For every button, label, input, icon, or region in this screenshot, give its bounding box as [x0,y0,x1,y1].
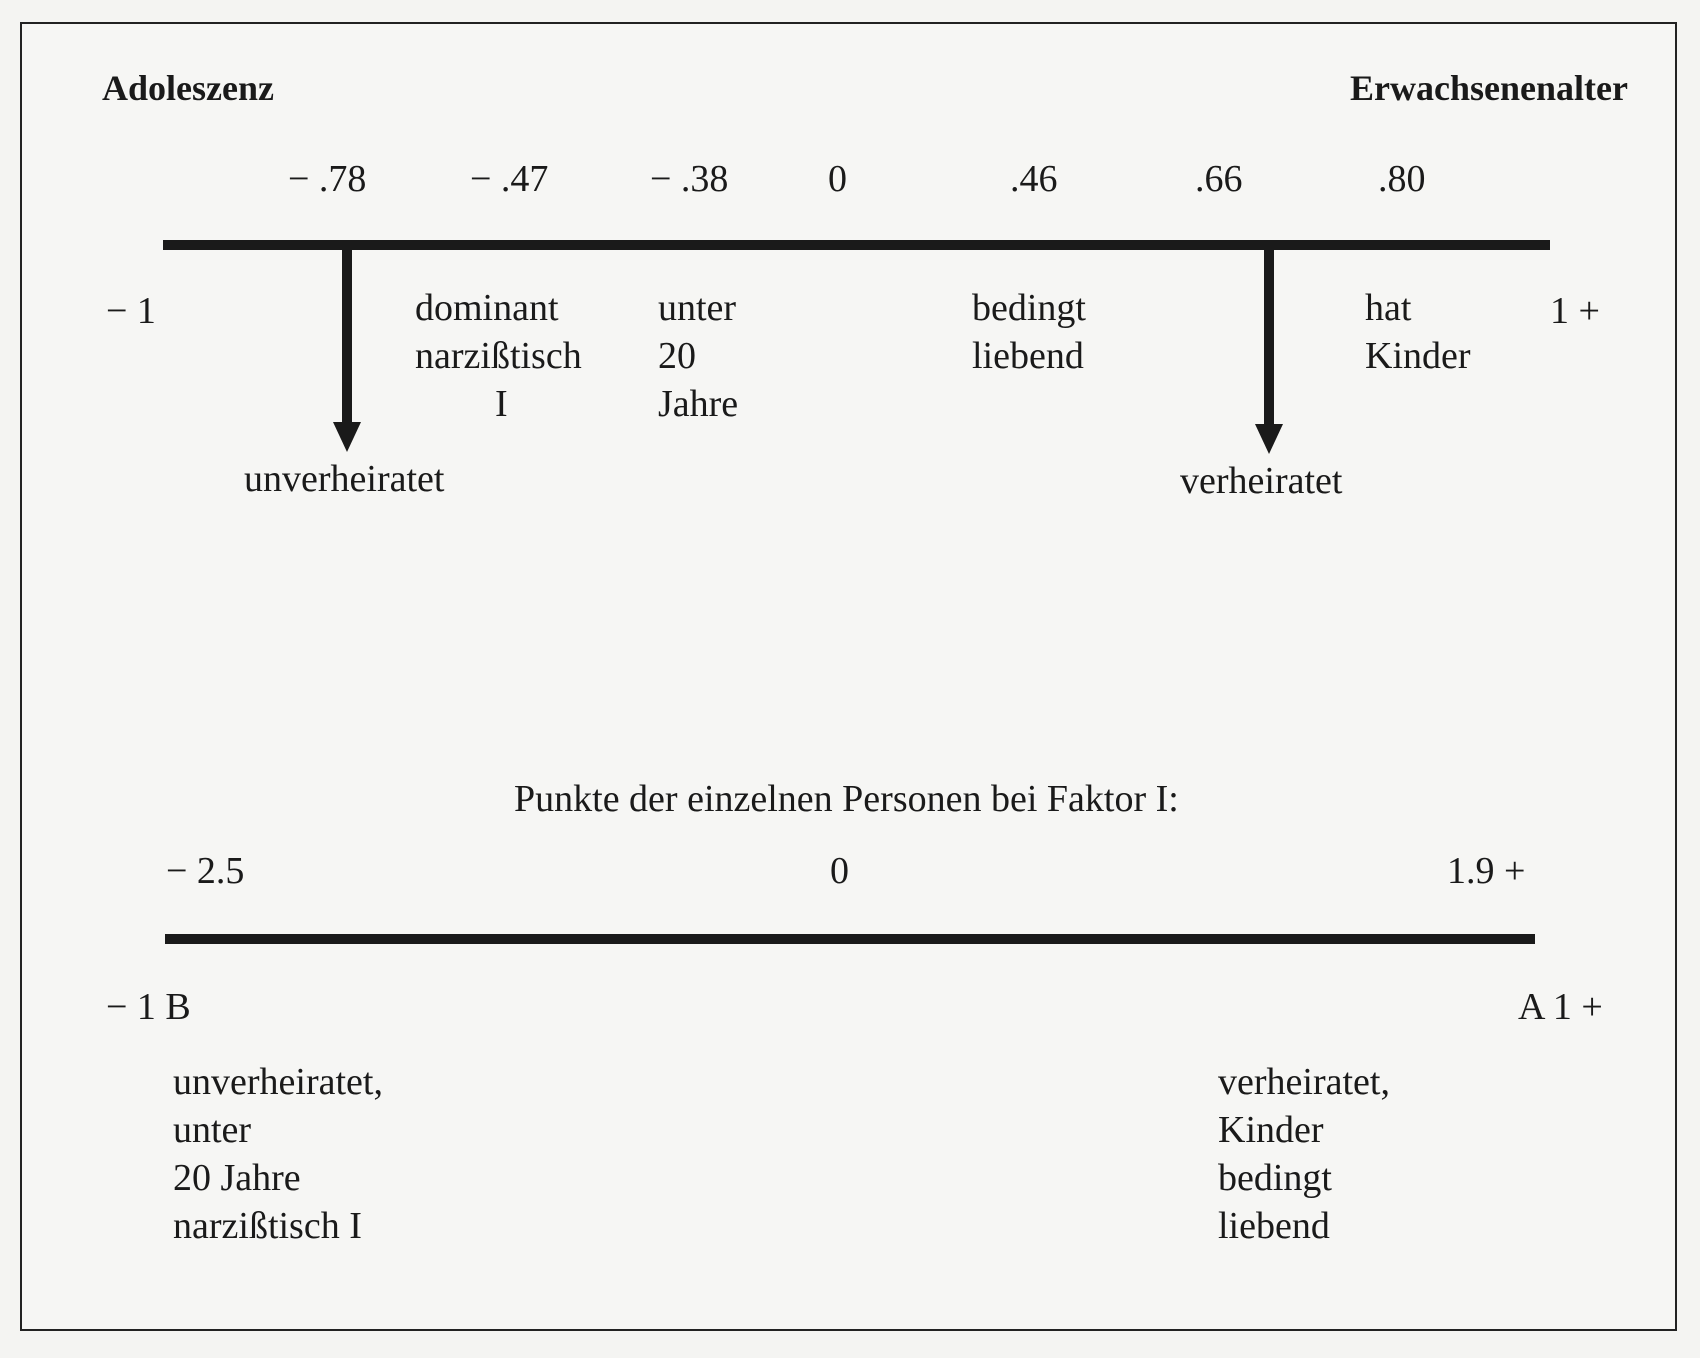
profile-line: Kinder [1218,1109,1324,1151]
profile-line: liebend [1218,1205,1330,1247]
loading-value: .66 [1195,158,1243,200]
loading-value: − .78 [288,158,367,200]
arrow-left-stem [342,248,352,424]
score-value: − 2.5 [166,850,245,892]
factor-axis-top [163,240,1550,250]
adolescence-title: Adoleszenz [102,68,274,108]
axis-left-end: − 1 [106,290,156,332]
loading-value: .46 [1010,158,1058,200]
label-dominant [415,284,582,428]
profile-line: bedingt [1218,1157,1332,1199]
label-line: I [495,383,508,425]
adulthood-title: Erwachsenenalter [1350,68,1628,108]
loading-value: − .47 [470,158,549,200]
arrow-left-label: unverheiratet [244,458,445,500]
label-line: hat [1365,287,1412,329]
axis-left-end: − 1 B [106,986,191,1028]
label-line: dominant [415,287,559,329]
score-value: 1.9 + [1447,850,1526,892]
label-unter [658,284,738,428]
arrow-right-head [1255,424,1283,454]
arrow-right-label: verheiratet [1180,460,1343,502]
axis-right-end: A 1 + [1518,986,1603,1028]
profile-line: unverheiratet, [173,1061,383,1103]
label-line: bedingt [972,287,1086,329]
profile-line: 20 Jahre [173,1157,301,1199]
profile-left [173,1058,383,1250]
profile-line: verheiratet, [1218,1061,1390,1103]
arrow-left-head [333,422,361,452]
loading-value: − .38 [650,158,729,200]
loading-value: 0 [828,158,847,200]
scores-heading: Punkte der einzelnen Personen bei Faktor I: [514,778,1179,820]
label-line: 20 [658,335,696,377]
profile-right [1218,1058,1390,1250]
label-line: Kinder [1365,335,1471,377]
profile-line: unter [173,1109,252,1151]
label-hat [1365,284,1471,380]
arrow-right-stem [1264,248,1274,426]
label-line: unter [658,287,737,329]
label-line: narzißtisch [415,335,582,377]
label-line: Jahre [658,383,739,425]
axis-right-end: 1 + [1550,290,1600,332]
factor-axis-bottom [165,934,1535,944]
label-line: liebend [972,335,1084,377]
label-bedingt [972,284,1086,380]
profile-line: narzißtisch I [173,1205,362,1247]
score-value: 0 [830,850,849,892]
loading-value: .80 [1378,158,1426,200]
